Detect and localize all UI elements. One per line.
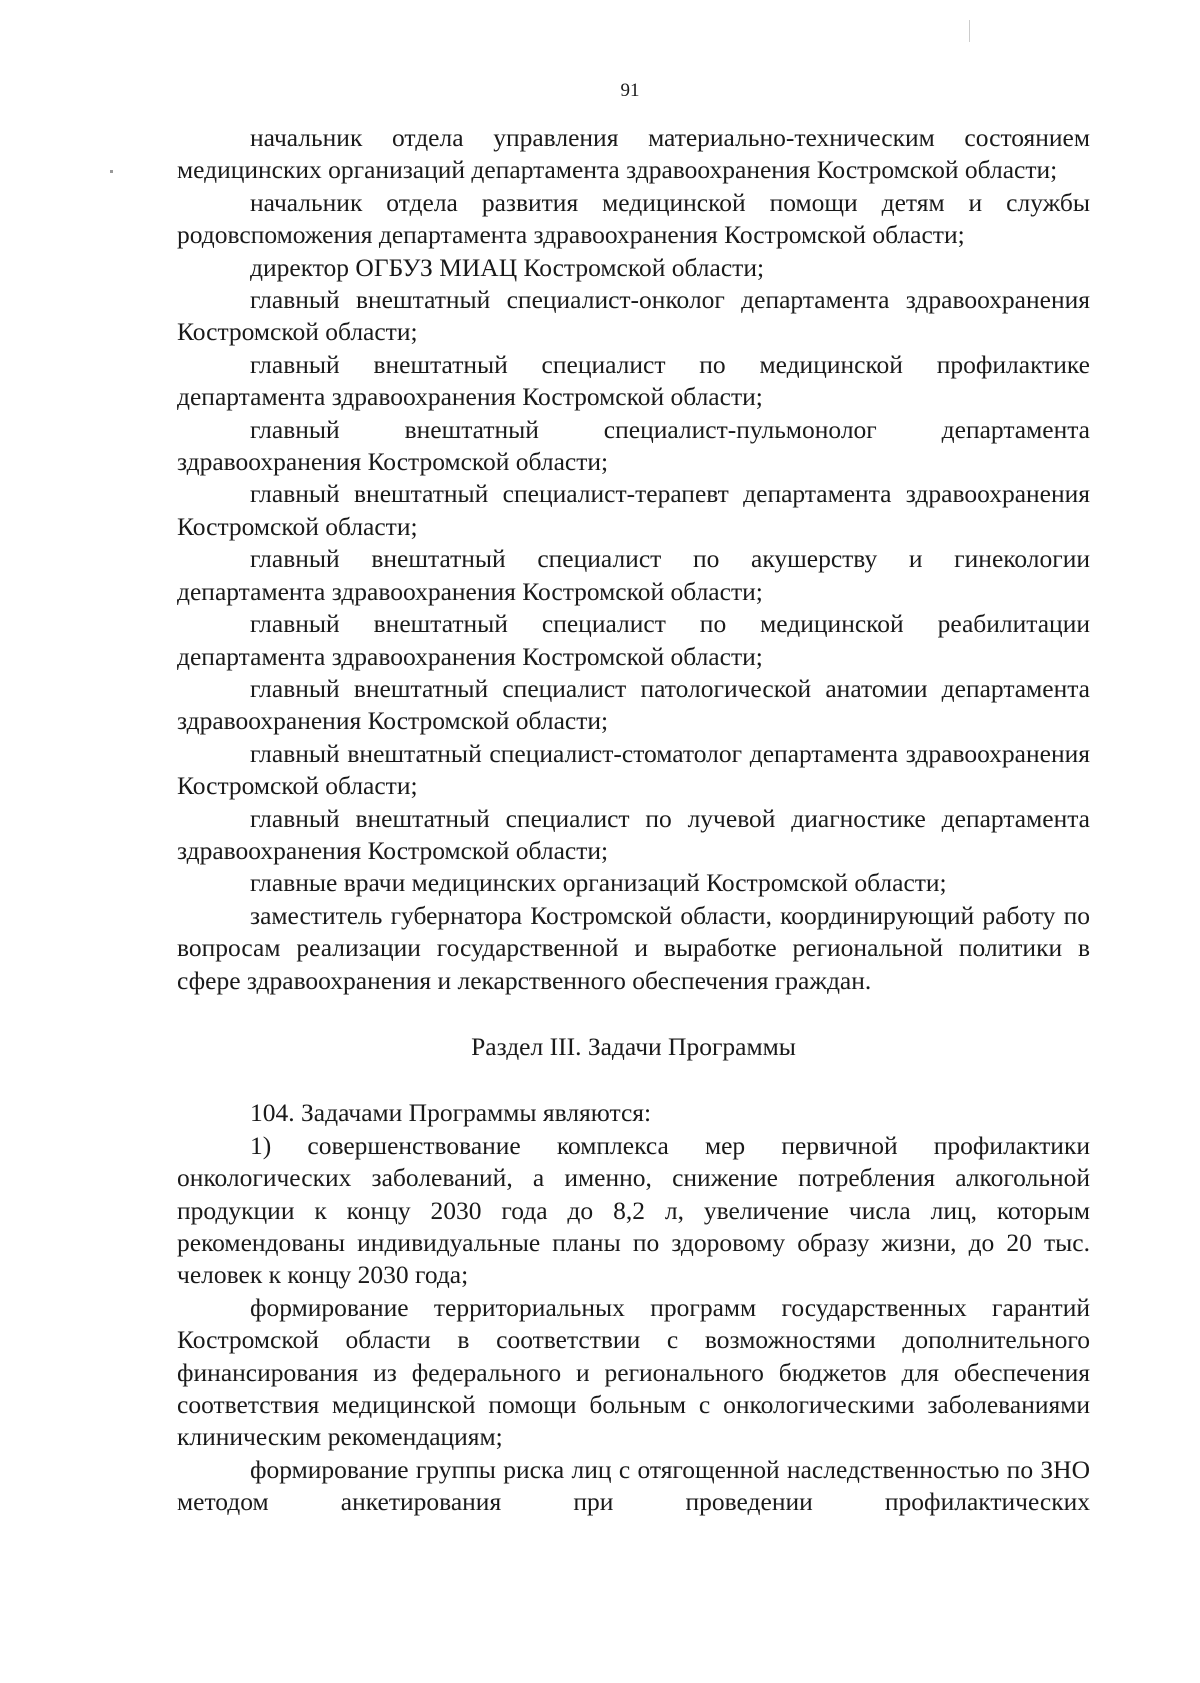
scan-speck [110, 170, 113, 173]
scan-speck [969, 20, 970, 42]
paragraph: главный внештатный специалист по медицинской реабилитации департамента здравоохранения Костромской области; [177, 609, 1090, 671]
paragraph: заместитель губернатора Костромской области, координирующий работу по вопросам реализации государственной и выработке региональной политики в сфере здравоохранения и лекарственного обеспечения граждан. [177, 900, 1090, 995]
paragraph: главный внештатный специалист патологической анатомии департамента здравоохранения Костромской области; [177, 673, 1090, 736]
paragraph: главный внештатный специалист по лучевой диагностике департамента здравоохранения Костромской области; [177, 803, 1090, 865]
document-body [177, 122, 1090, 1519]
paragraph: главные врачи медицинских организаций Костромской области; [250, 868, 947, 898]
paragraph: главный внештатный специалист-стоматолог департамента здравоохранения Костромской области; [177, 738, 1090, 801]
paragraph: главный внештатный специалист по акушерству и гинекологии департамента здравоохранения Костромской области; [177, 544, 1090, 606]
paragraph: 1) совершенствование комплекса мер первичной профилактики онкологических заболеваний, а именно, снижение потребления алкогольной продукции к концу 2030 года до 8,2 л, увеличение числа лиц, которым рекомендованы индивидуальные планы по здоровому образу жизни, до 20 тыс. человек к концу 2030 года; [177, 1130, 1090, 1290]
paragraph: главный внештатный специалист-терапевт департамента здравоохранения Костромской области; [177, 479, 1090, 541]
paragraph: директор ОГБУЗ МИАЦ Костромской области; [250, 252, 765, 282]
section-heading: Раздел III. Задачи Программы [471, 1031, 796, 1061]
paragraph: начальник отдела управления материально-техническим состоянием медицинских организаций департамента здравоохранения Костромской области; [177, 123, 1090, 185]
paragraph: главный внештатный специалист по медицинской профилактике департамента здравоохранения Костромской области; [177, 349, 1090, 412]
paragraph: главный внештатный специалист-онколог департамента здравоохранения Костромской области; [177, 285, 1090, 347]
paragraph: начальник отдела развития медицинской помощи детям и службы родовспоможения департамента здравоохранения Костромской области; [177, 187, 1090, 250]
paragraph: главный внештатный специалист-пульмонолог департамента здравоохранения Костромской области; [177, 414, 1090, 477]
page-number: 91 [620, 80, 640, 101]
paragraph: 104. Задачами Программы являются: [250, 1098, 652, 1128]
paragraph: формирование группы риска лиц с отягощенной наследственностью по ЗНО методом анкетирования при проведении профилактических [177, 1454, 1090, 1517]
paragraph: формирование территориальных программ государственных гарантий Костромской области в соответствии с возможностями дополнительного финансирования из федерального и регионального бюджетов для обеспечения соответствия медицинской помощи больным с онкологическими заболеваниями клиническим рекомендациям; [177, 1292, 1090, 1452]
